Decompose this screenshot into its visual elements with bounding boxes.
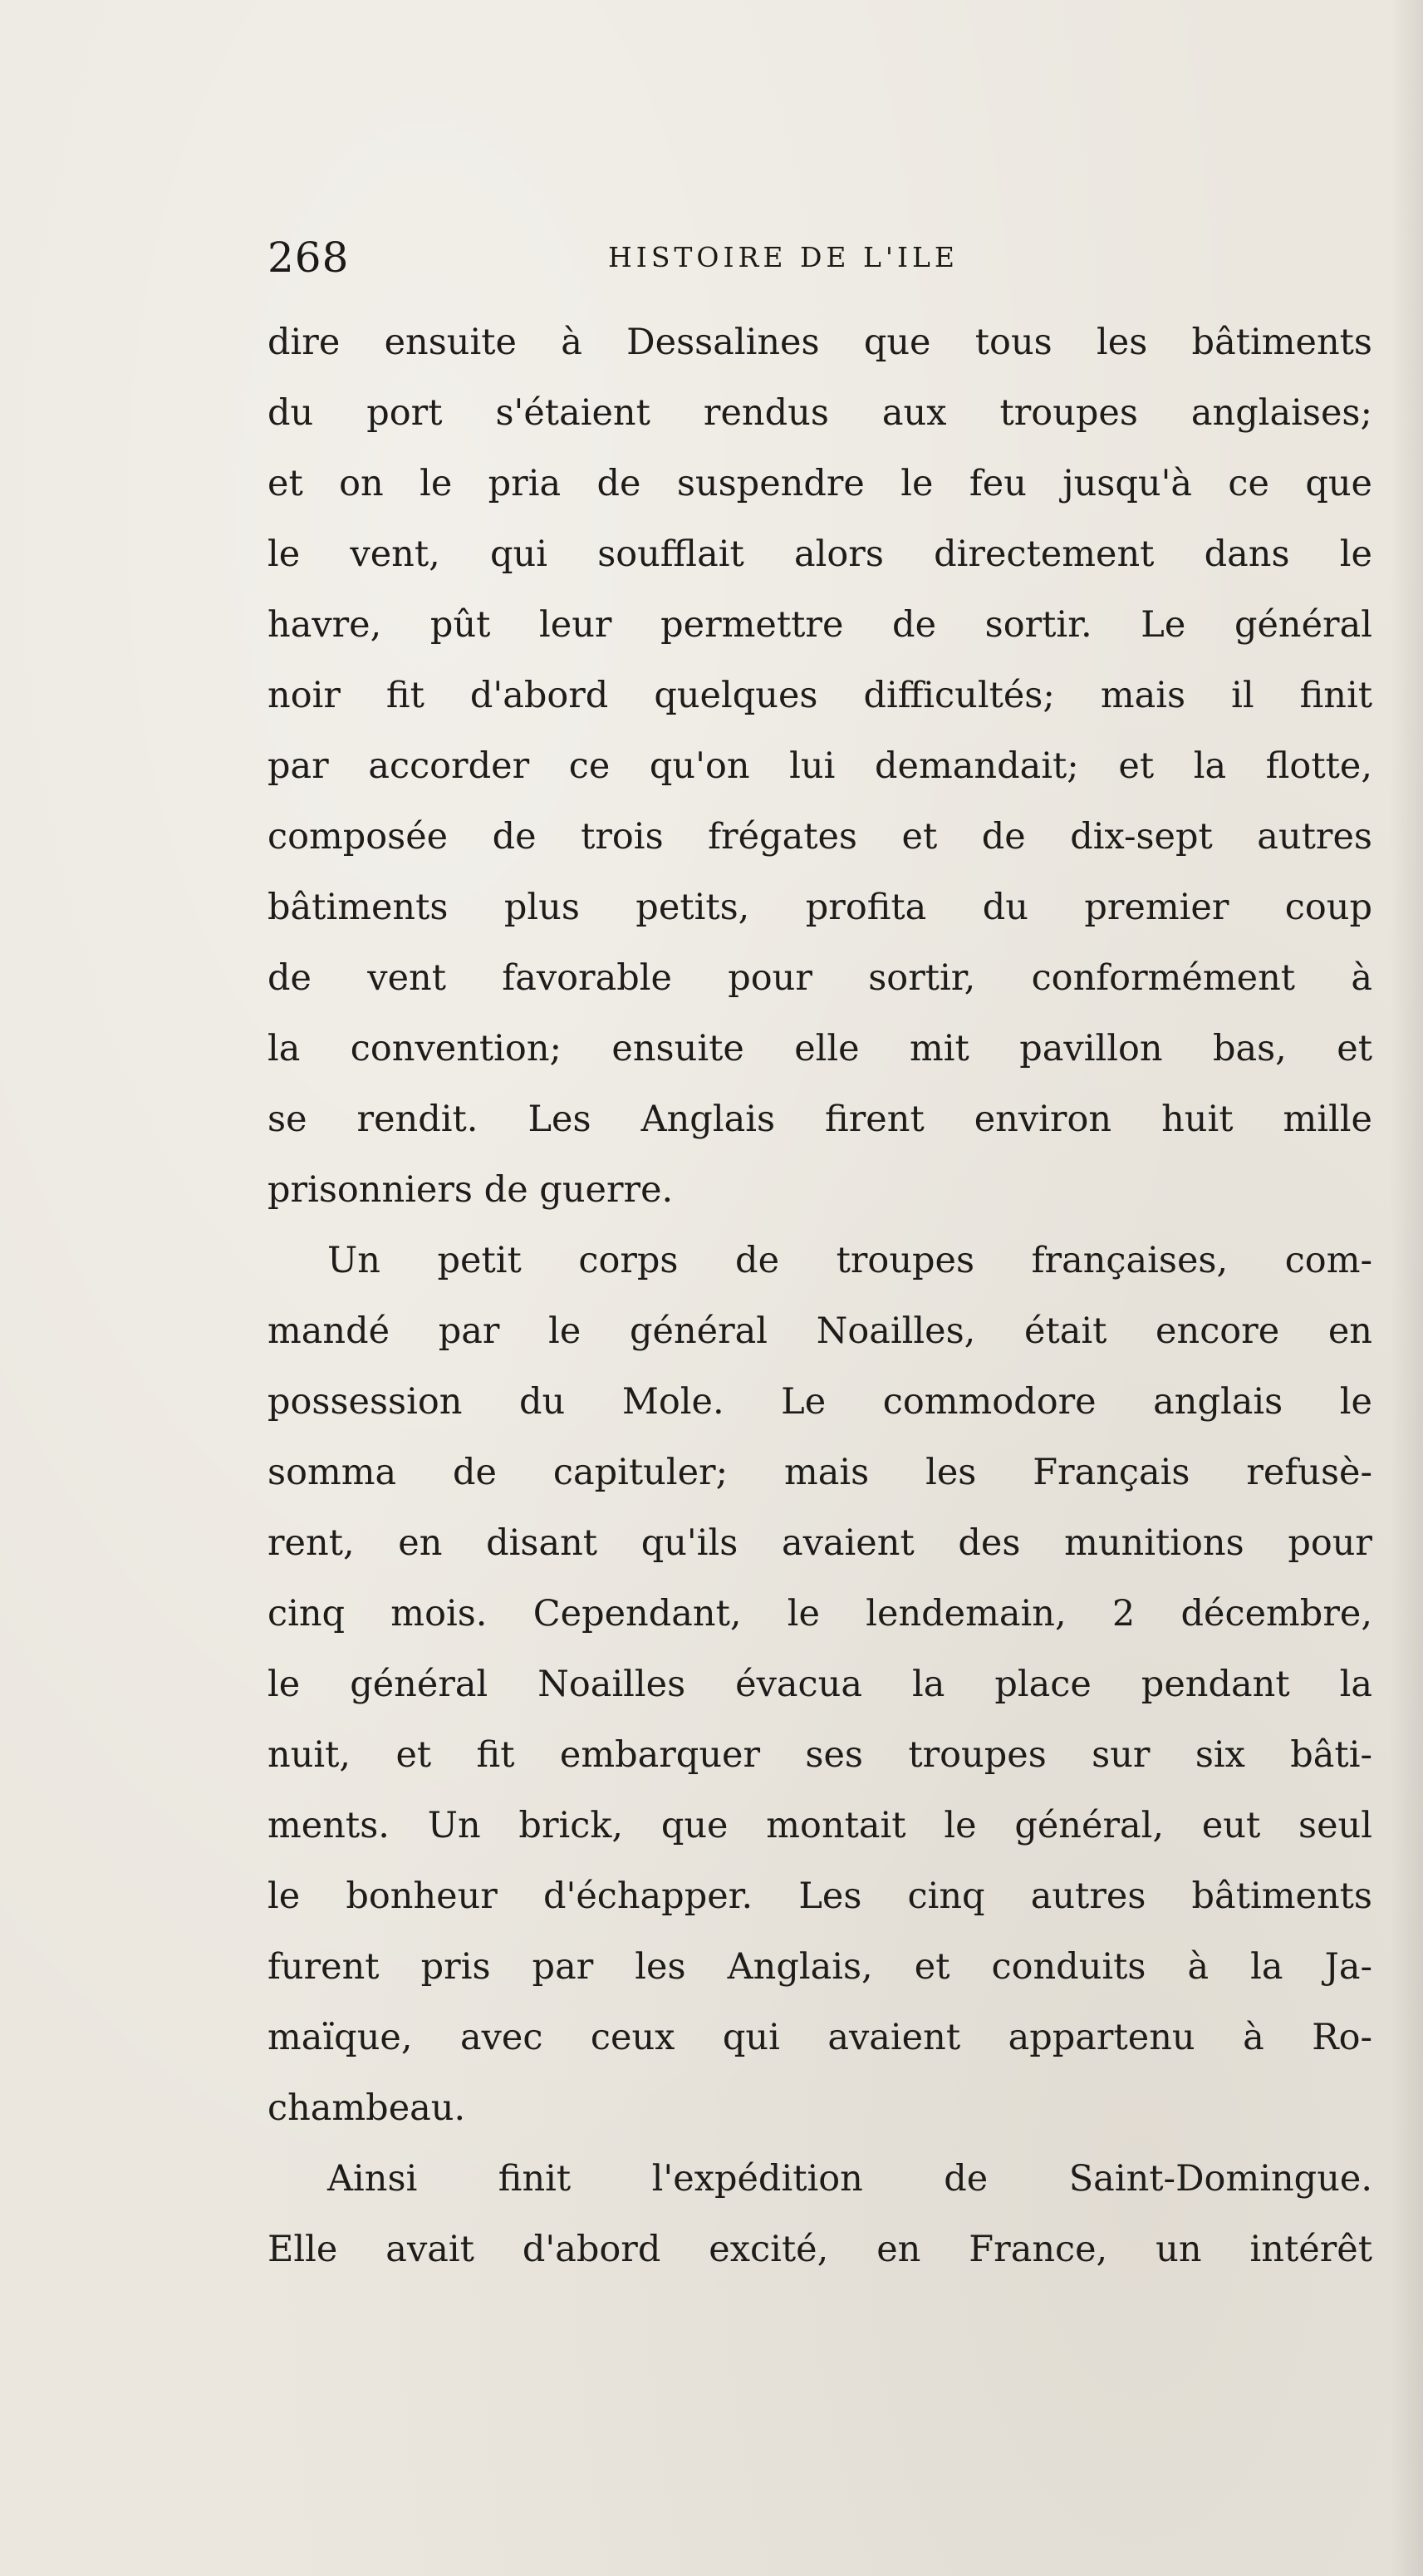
text-line: noir fit d'abord quelques difficultés; mais il finit xyxy=(267,675,1372,716)
text-line: Un petit corps de troupes françaises, com- xyxy=(327,1240,1372,1281)
text-line: ments. Un brick, que montait le général, eut seul xyxy=(267,1805,1372,1846)
text-line: mandé par le général Noailles, était encore en xyxy=(267,1310,1372,1352)
text-line: prisonniers de guerre. xyxy=(267,1169,674,1211)
text-line: furent pris par les Anglais, et conduits à la Ja- xyxy=(267,1946,1372,1988)
text-line: la convention; ensuite elle mit pavillon bas, et xyxy=(267,1028,1372,1069)
text-line: par accorder ce qu'on lui demandait; et la flotte, xyxy=(267,745,1372,787)
text-line: bâtiments plus petits, profita du premier coup xyxy=(267,887,1372,928)
body-text xyxy=(267,307,1372,2285)
page-number: 268 xyxy=(267,234,350,282)
text-line: le bonheur d'échapper. Les cinq autres bâtiments xyxy=(267,1875,1372,1917)
text-line: rent, en disant qu'ils avaient des munitions pour xyxy=(267,1522,1372,1564)
text-line: somma de capituler; mais les Français refusè- xyxy=(267,1452,1372,1493)
text-line: du port s'étaient rendus aux troupes anglaises; xyxy=(267,392,1372,434)
text-line: de vent favorable pour sortir, conformément à xyxy=(267,957,1372,999)
page-edge-shadow xyxy=(1390,0,1423,2576)
text-line: Ainsi finit l'expédition de Saint-Domingue. xyxy=(327,2158,1372,2200)
text-line: possession du Mole. Le commodore anglais le xyxy=(267,1381,1372,1423)
text-line: nuit, et fit embarquer ses troupes sur six bâti- xyxy=(267,1734,1372,1776)
running-head xyxy=(267,224,1372,291)
text-line: dire ensuite à Dessalines que tous les bâtiments xyxy=(267,322,1372,363)
text-line: cinq mois. Cependant, le lendemain, 2 décembre, xyxy=(267,1593,1372,1635)
text-line: le général Noailles évacua la place pendant la xyxy=(267,1664,1372,1705)
text-line: et on le pria de suspendre le feu jusqu'à ce que xyxy=(267,463,1372,504)
text-line: maïque, avec ceux qui avaient appartenu à Ro- xyxy=(267,2017,1372,2058)
text-line: le vent, qui soufflait alors directement dans le xyxy=(267,533,1372,575)
text-line: Elle avait d'abord excité, en France, un intérêt xyxy=(267,2229,1372,2270)
running-title: HISTOIRE DE L'ILE xyxy=(608,241,959,273)
text-line: composée de trois frégates et de dix-sept autres xyxy=(267,816,1372,858)
text-line: se rendit. Les Anglais firent environ huit mille xyxy=(267,1099,1372,1140)
text-line: havre, pût leur permettre de sortir. Le général xyxy=(267,604,1372,646)
text-line: chambeau. xyxy=(267,2087,466,2129)
